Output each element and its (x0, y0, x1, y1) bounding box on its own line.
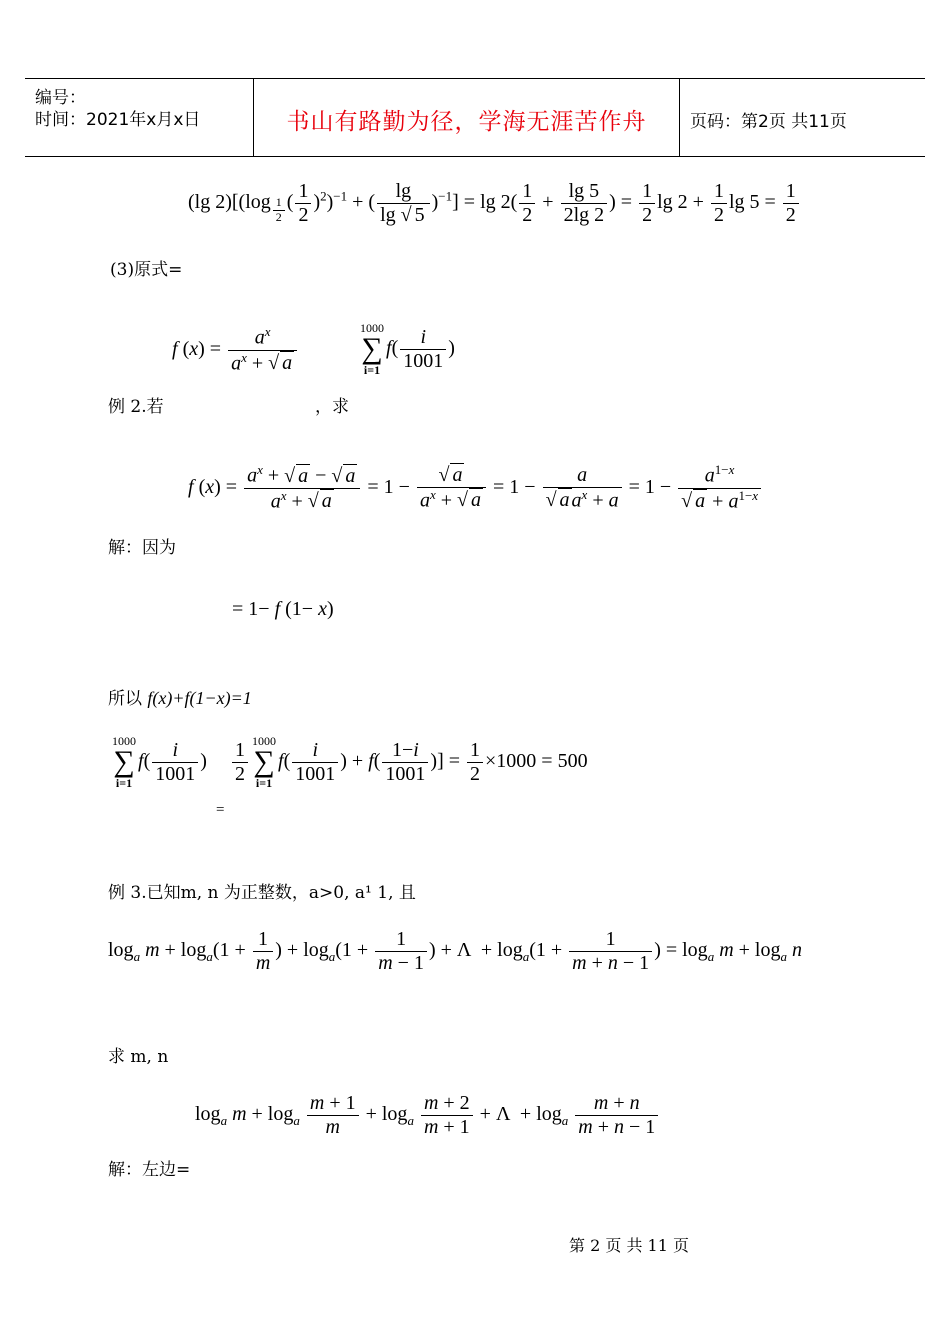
equation-log-half: (lg 2)[(log $_{\frac{1}{2}}$ ( $\frac{1}{2}$ )$^2$)$^{-1}$ + ( $\frac{\lg}{\lg √ 5}$ )$^{-1}$] = lg 2( $\frac{1}{2}$ + $\frac{\lg 5}{2\lg 2}$ ) = $\frac{1}{2}$ lg 2 + $\frac{1}{2}$ lg 5 = $\frac{1}{2}$ (188, 180, 801, 227)
sum-left: 1000 ∑ i=1 f( $\frac{i}{1001}$ ) (112, 734, 207, 790)
solution-label: 解：因为 (108, 538, 176, 558)
example-2-ask: ，求 (315, 397, 349, 417)
page-footer: 第 2 页 共 11 页 (569, 1236, 689, 1255)
header-middle-cell (254, 79, 680, 156)
equation-f-transform: f (x) = $\frac{a^x + √ a - √ a}{a^x + √ a}$ = 1 − √ $\frac{a}{a^x + √ a}$ = 1 − a √ a $a^x + a$ = 1 − $a^{1-x}$ √ $a + a^{1-x}$ (188, 463, 763, 513)
item-3-label: (3)原式= (110, 260, 183, 280)
so-label: 所以 f(x)+f(1−x)=1 (108, 688, 252, 709)
page-info: 页码：第2页 共11页 (690, 112, 847, 132)
equation-left-side: $\log_a m + \log_a$ $\frac{m + 1}{m}$ + $\log_a$ $\frac{m + 2}{m + 1}$ + $\Lambda + \log_a$ $\frac{m + n}{m + n - 1}$ (195, 1092, 660, 1139)
header-right-cell (680, 79, 925, 156)
sum-right: $\frac{1}{2}$ 1000 ∑ i=1 f( $\frac{i}{1001}$ ) + f( $\frac{1-i}{1001}$ )] = $\frac{1}{2}$ ×1000 = 500 (230, 735, 588, 790)
solution-3-label: 解：左边= (108, 1160, 191, 1180)
number-label: 编号： (35, 88, 86, 108)
so-expression: f(x)+f(1−x)=1 (147, 688, 252, 708)
example-3-condition: m, n 为正整数，a>0, a¹ 1, 且 (180, 883, 416, 903)
sum-expression: 1000 ∑ i=1 f( $\frac{i}{1001}$ ) (360, 321, 455, 377)
example-3-label: 例 3.已知m, n 为正整数，a>0, a¹ 1, 且 (108, 883, 416, 903)
header-left-cell (25, 79, 254, 156)
equals-sign: = (216, 802, 225, 818)
example-3-ask: 求 m, n (108, 1047, 169, 1067)
equation-log-sum: $\log_a m + \log_a(1$ + $\frac{1}{m}$ ) + $\log_a(1$ + $\frac{1}{m - 1}$ ) + $\Lambda + \log_a(1$ + $\frac{1}{m + n - 1}$ ) = $\log_a m + \log_a n$ (108, 928, 802, 974)
example-2-label: 例 2.若 (108, 397, 164, 417)
motto: 书山有路勤为径，学海无涯苦作舟 (286, 109, 647, 135)
equation-one-minus: = 1− f (1− x) (232, 598, 334, 620)
page-header (25, 78, 925, 157)
time-label: 时间：2021年x月x日 (35, 110, 201, 130)
function-definition: f (x) = $\frac{a^x}{a^x + √ a}$ (172, 325, 299, 375)
